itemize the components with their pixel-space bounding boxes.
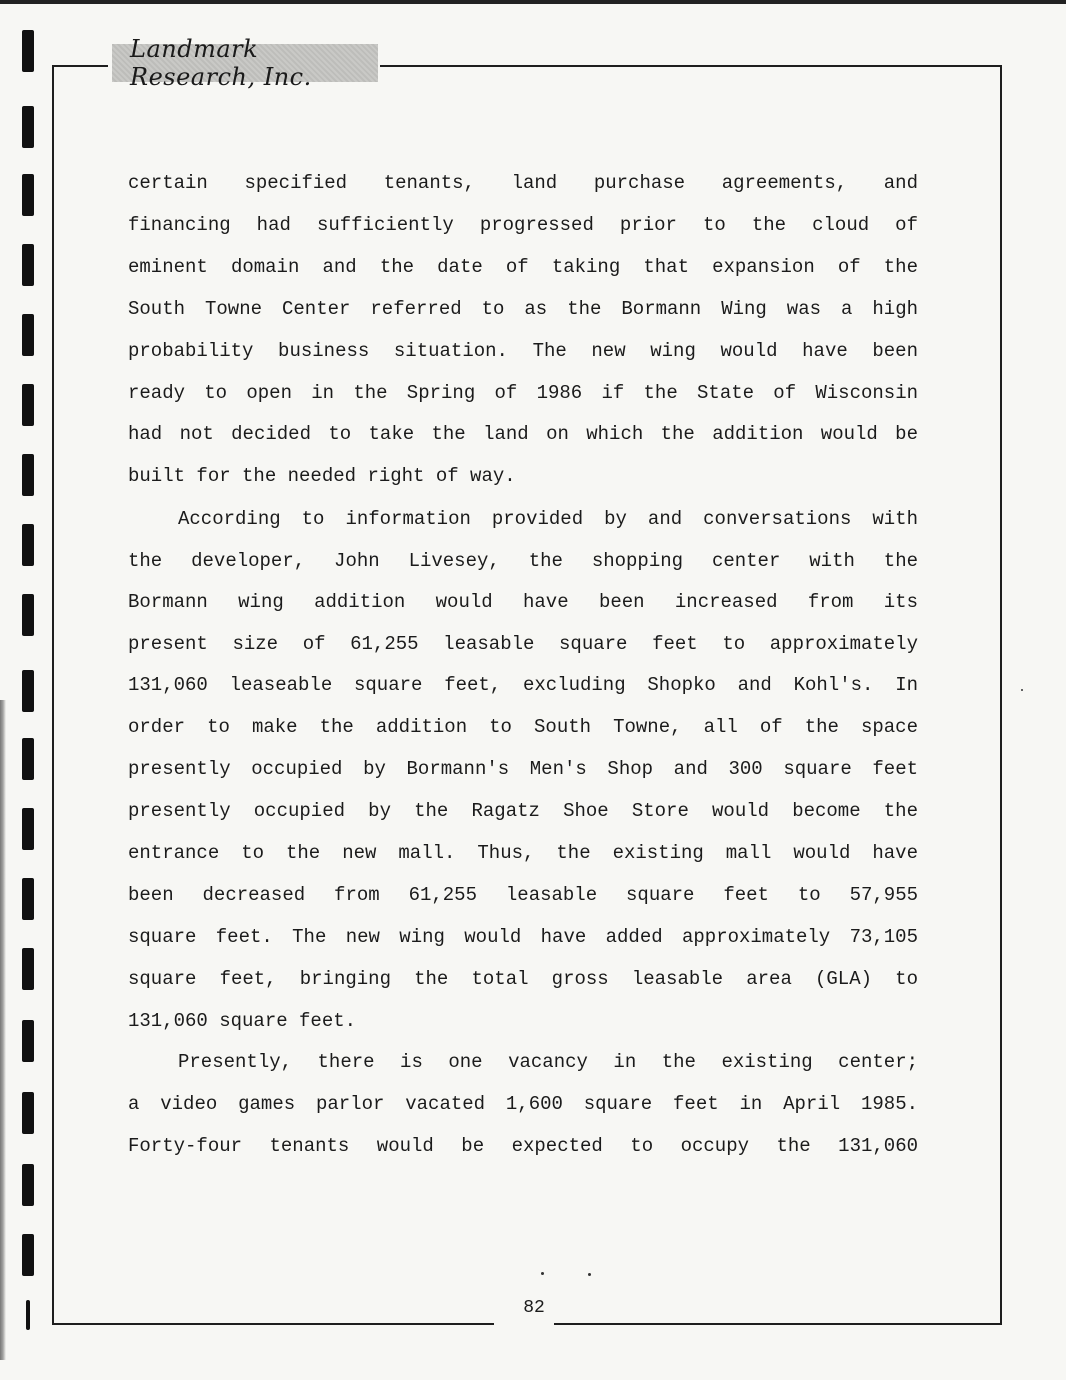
binding-hole	[22, 1092, 34, 1134]
body-line: square feet, bringing the total gross leasable area (GLA) to	[128, 968, 918, 990]
binding-hole	[22, 454, 34, 496]
company-letterhead	[112, 35, 378, 91]
binding-hole	[22, 738, 34, 780]
binding-hole	[22, 948, 34, 990]
body-line: presently occupied by the Ragatz Shoe Store would become the	[128, 800, 918, 822]
body-line: order to make the addition to South Towne, all of the space	[128, 716, 918, 738]
binding-hole	[26, 1300, 30, 1330]
body-line: presently occupied by Bormann's Men's Shop and 300 square feet	[128, 758, 918, 780]
paper-speck	[1021, 689, 1023, 691]
binding-hole	[22, 594, 34, 636]
binding-hole	[22, 878, 34, 920]
body-line: the developer, John Livesey, the shopping center with the	[128, 550, 918, 572]
binding-hole	[22, 808, 34, 850]
paper-speck	[588, 1273, 591, 1276]
page-top-edge	[0, 0, 1066, 4]
binding-hole	[22, 384, 34, 426]
body-line: entrance to the new mall. Thus, the existing mall would have	[128, 842, 918, 864]
binding-hole	[22, 670, 34, 712]
body-line: certain specified tenants, land purchase agreements, and	[128, 172, 918, 194]
body-line: probability business situation. The new wing would have been	[128, 340, 918, 362]
body-line: According to information provided by and conversations with	[178, 508, 918, 530]
company-name: Landmark Research, Inc.	[130, 35, 312, 91]
body-line: Presently, there is one vacancy in the existing center;	[178, 1051, 918, 1073]
footer-frame-gap	[494, 1316, 554, 1332]
body-line: 131,060 leaseable square feet, excluding Shopko and Kohl's. In	[128, 674, 918, 696]
body-line: financing had sufficiently progressed prior to the cloud of	[128, 214, 918, 236]
paper-speck	[541, 1272, 544, 1275]
body-line: built for the needed right of way.	[128, 465, 516, 487]
binding-hole	[22, 30, 34, 72]
binding-hole	[22, 174, 34, 216]
binding-hole	[22, 314, 34, 356]
binding-hole	[22, 106, 34, 148]
binding-edge-shadow	[0, 700, 6, 1360]
binding-hole	[22, 1020, 34, 1062]
body-line: present size of 61,255 leasable square feet to approximately	[128, 633, 918, 655]
body-line: 131,060 square feet.	[128, 1010, 357, 1032]
binding-hole	[22, 244, 34, 286]
body-line: South Towne Center referred to as the Bormann Wing was a high	[128, 298, 918, 320]
body-line: ready to open in the Spring of 1986 if the State of Wisconsin	[128, 382, 918, 404]
body-line: square feet. The new wing would have added approximately 73,105	[128, 926, 918, 948]
body-line: Forty-four tenants would be expected to occupy the 131,060	[128, 1135, 918, 1157]
body-line: had not decided to take the land on which the addition would be	[128, 423, 918, 445]
body-line: been decreased from 61,255 leasable square feet to 57,955	[128, 884, 918, 906]
binding-hole	[22, 524, 34, 566]
body-line: a video games parlor vacated 1,600 square feet in April 1985.	[128, 1093, 918, 1115]
body-line: Bormann wing addition would have been increased from its	[128, 591, 918, 613]
binding-hole	[22, 1164, 34, 1206]
binding-holes	[22, 30, 38, 1360]
page-number: 82	[523, 1298, 545, 1318]
body-line: eminent domain and the date of taking that expansion of the	[128, 256, 918, 278]
binding-hole	[22, 1234, 34, 1276]
